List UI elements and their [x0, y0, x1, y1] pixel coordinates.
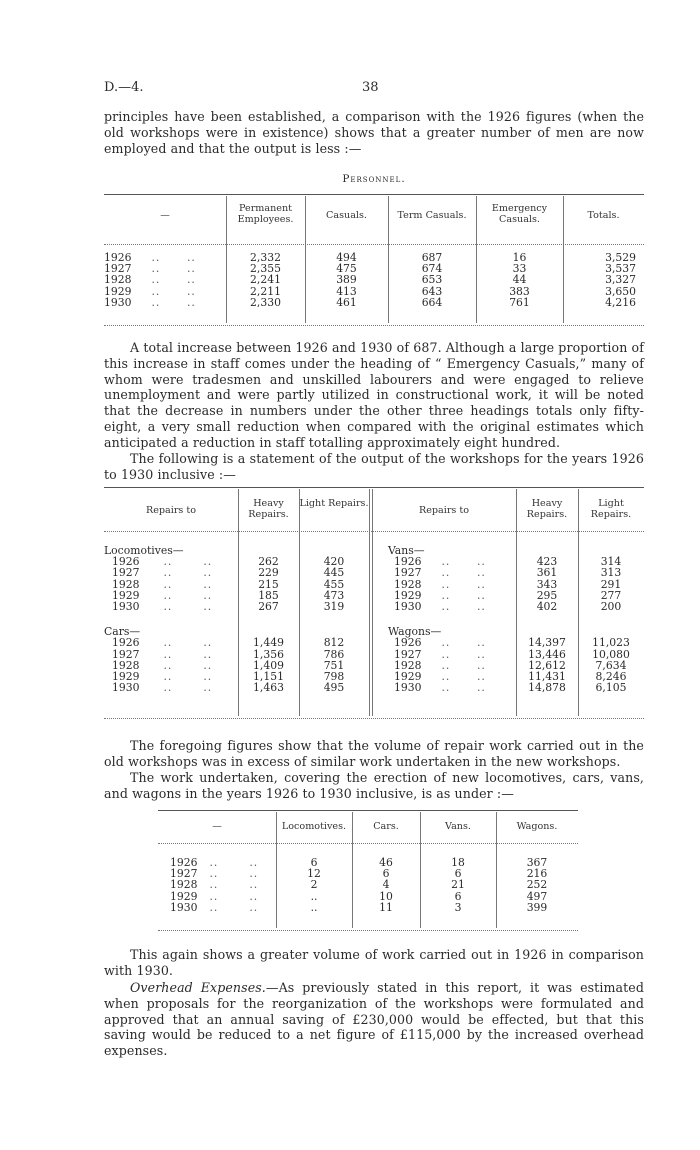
- paragraph-greater-volume: This again shows a greater volume of work carried out in 1926 in comparison with 1930.: [104, 947, 644, 978]
- group-label-cars: Cars—: [104, 625, 141, 639]
- repairs-header-left-light: Light Repairs.: [299, 498, 369, 509]
- construction-header-dash: —: [212, 821, 222, 832]
- group-label-vans: Vans—: [388, 544, 425, 557]
- table-row: 1929 .. .. 11,431 8,246: [394, 670, 627, 684]
- paragraph-overhead-expenses: [104, 980, 644, 1059]
- paragraph-increase: A total increase between 1926 and 1930 of 687. Although a large proportion of this increase in staff comes under the heading of “ Emergency Casuals,” many of whom were tradesmen and unskilled labourers and were engaged to relieve unemployment and were partly utilized in constructional work, it will be noted that the decrease in numbers under the other three headings totals only fifty-eight, a very small reduction when compared with the original estimates which anticipated a reduction in staff totalling approximately eight hundred.: [104, 340, 644, 450]
- personnel-header-dash: —: [160, 210, 170, 221]
- table-row: 1930 .. .. 402 200: [394, 600, 622, 614]
- personnel-rows: [104, 252, 644, 308]
- repairs-header-right-heavy: Heavy Repairs.: [526, 498, 568, 520]
- table-row: 1930 .. .. 1,463 495: [112, 681, 345, 695]
- table-row: 1927 .. .. 13,446 10,080: [394, 647, 630, 661]
- personnel-header-totals: Totals.: [587, 210, 620, 221]
- table-row: 1927 .. .. 229 445: [112, 566, 345, 580]
- repairs-left-rows: [104, 545, 369, 693]
- table-row: 1927 .. .. 2,355 475 674 33 3,537: [104, 262, 636, 276]
- table-row: 1928 .. .. 2,241 389 653 44 3,327: [104, 273, 636, 287]
- personnel-header-emergency: Emergency Casuals.: [491, 203, 548, 225]
- table-row: 1926 .. .. 14,397 11,023: [394, 636, 630, 650]
- table-row: 1929 .. .. 295 277: [394, 588, 622, 602]
- repairs-header-left-heavy: Heavy Repairs.: [248, 498, 289, 520]
- group-label-wagons: Wagons—: [388, 625, 442, 639]
- repairs-header-left-label: Repairs to: [145, 505, 197, 516]
- table-row: 1930 .. .. 267 319: [112, 600, 345, 614]
- paragraph-output-intro: The following is a statement of the output of the workshops for the years 1926 to 1930 inclusive :—: [104, 451, 644, 482]
- overhead-expenses-heading: Overhead Expenses.: [130, 980, 266, 995]
- table-row: 1926 .. .. 1,449 812: [112, 636, 345, 650]
- table-row: 1930 .. .. 14,878 6,105: [394, 681, 627, 695]
- construction-rows: [170, 857, 578, 913]
- paragraph-work-undertaken: The work undertaken, covering the erection of new locomotives, cars, vans, and wagons in the years 1926 to 1930 inclusive, is as under :—: [104, 770, 644, 801]
- repairs-header-right-label: Repairs to: [418, 505, 470, 516]
- document-reference: D.—4.: [104, 80, 144, 95]
- table-row: 1927 .. .. 12 6 6 216: [170, 867, 548, 881]
- table-row: 1927 .. .. 1,356 786: [112, 647, 345, 661]
- construction-header-cars: Cars.: [373, 821, 399, 832]
- table-row: 1928 .. .. 12,612 7,634: [394, 658, 627, 672]
- paragraph-foregoing: The foregoing figures show that the volume of repair work carried out in the old workshops was in excess of similar work undertaken in the new workshops.: [104, 738, 644, 769]
- overhead-expenses-text: —As previously stated in this report, it was estimated when proposals for the reorganization of the workshops were formulated and approved that an annual saving of £230,000 would be effected, but that this saving would be reduced to a net figure of £115,000 by the increased overhead expenses.: [104, 980, 644, 1059]
- table-row: 1929 .. .. 185 473: [112, 588, 345, 602]
- page-number: 38: [362, 80, 379, 95]
- construction-header-wagons: Wagons.: [516, 821, 558, 832]
- table-row: 1926 .. .. 2,332 494 687 16 3,529: [104, 251, 636, 264]
- table-row: 1930 .. .. 2,330 461 664 761 4,216: [104, 295, 636, 309]
- table-row: 1929 .. .. 1,151 798: [112, 670, 345, 684]
- table-row: 1930 .. .. .. 11 3 399: [170, 900, 548, 914]
- table-row: 1928 .. .. 215 455: [112, 577, 345, 591]
- repairs-right-rows: [376, 545, 644, 693]
- table-row: 1926 .. .. 6 46 18 367: [170, 856, 548, 869]
- personnel-header-casuals: Casuals.: [326, 210, 367, 221]
- group-label-locomotives: Locomotives—: [104, 544, 184, 557]
- personnel-header-term: Term Casuals.: [397, 210, 467, 221]
- repairs-header-right-light: Light Repairs.: [590, 498, 632, 520]
- table-row: 1926 .. .. 423 314: [394, 555, 622, 569]
- table-row: 1929 .. .. .. 10 6 497: [170, 889, 548, 903]
- page-header: [104, 80, 644, 98]
- table-row: 1928 .. .. 1,409 751: [112, 658, 345, 672]
- table-row: 1928 .. .. 343 291: [394, 577, 622, 591]
- table-row: 1926 .. .. 262 420: [112, 555, 345, 569]
- personnel-header-permanent: Permanent Employees.: [237, 203, 294, 225]
- construction-header-locomotives: Locomotives.: [281, 821, 347, 832]
- paragraph-intro: principles have been established, a comparison with the 1926 figures (when the old workshops were in existence) shows that a greater number of men are now employed and that the output is less :—: [104, 109, 644, 156]
- table-row: 1927 .. .. 361 313: [394, 566, 622, 580]
- construction-header-vans: Vans.: [445, 821, 471, 832]
- table-row: 1929 .. .. 2,211 413 643 383 3,650: [104, 284, 636, 298]
- personnel-caption: Personnel.: [342, 173, 406, 185]
- table-row: 1928 .. .. 2 4 21 252: [170, 878, 548, 892]
